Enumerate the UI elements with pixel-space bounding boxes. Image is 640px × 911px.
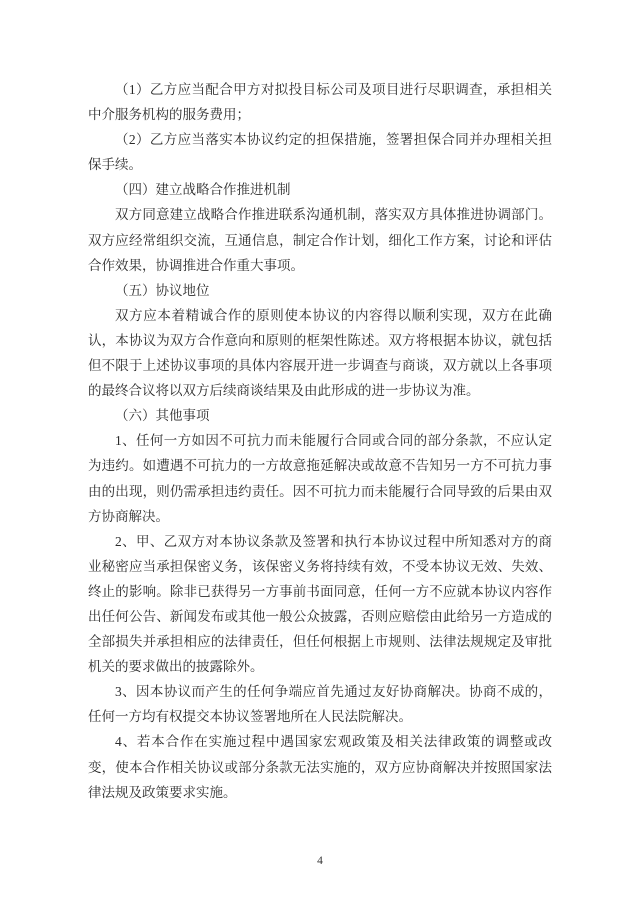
section-4-body: 双方同意建立战略合作推进联系沟通机制，落实双方具体推进协调部门。双方应经常组织交流，互通信息，制定合作计划，细化工作方案，讨论和评估合作效果，协调推进合作重大事项。 — [88, 207, 552, 273]
section-heading-5: （五）协议地位 — [115, 282, 210, 298]
other-item-3: 3、因本协议而产生的任何争端应首先通过友好协商解决。协商不成的，任何一方均有权提交本协议签署地所在人民法院解决。 — [88, 684, 552, 725]
clause-1: （1）乙方应当配合甲方对拟投目标公司及项目进行尽职调查，承担相关中介服务机构的服务费用； — [88, 82, 552, 123]
other-item-2: 2、甲、乙双方对本协议条款及签署和执行本协议过程中所知悉对方的商业秘密应当承担保密义务，该保密义务将持续有效，不受本协议无效、失效、终止的影响。除非已获得另一方事前书面同意，任何一方不应就本协议内容作出任何公告、新闻发布或其他一般公众披露，否则应赔偿由此给另一方造成的全部损失并承担相应的法律责任，但任何根据上市规则、法律法规规定及审批机关的要求做出的披露除外。 — [88, 533, 552, 675]
section-heading-6: （六）其他事项 — [115, 408, 210, 424]
section-5-body: 双方应本着精诚合作的原则使本协议的内容得以顺利实现，双方在此确认，本协议为双方合作意向和原则的框架性陈述。双方将根据本协议，就包括但不限于上述协议事项的具体内容展开进一步调查与商谈，双方就以上各事项的最终合议将以双方后续商谈结果及由此形成的进一步协议为准。 — [88, 307, 552, 399]
section-heading-4: （四）建立战略合作推进机制 — [115, 182, 291, 198]
clause-2: （2）乙方应当落实本协议约定的担保措施，签署担保合同并办理相关担保手续。 — [88, 132, 552, 173]
other-item-4: 4、若本合作在实施过程中遇国家宏观政策及相关法律政策的调整或改变，使本合作相关协议或部分条款无法实施的，双方应协商解决并按照国家法律法规及政策要求实施。 — [88, 734, 552, 800]
page-number: 4 — [317, 855, 323, 867]
other-item-1: 1、任何一方如因不可抗力而未能履行合同或合同的部分条款，不应认定为违约。如遭遇不可抗力的一方故意拖延解决或故意不告知另一方不可抗力事由的出现，则仍需承担违约责任。因不可抗力而未能履行合同导致的后果由双方协商解决。 — [88, 433, 552, 524]
